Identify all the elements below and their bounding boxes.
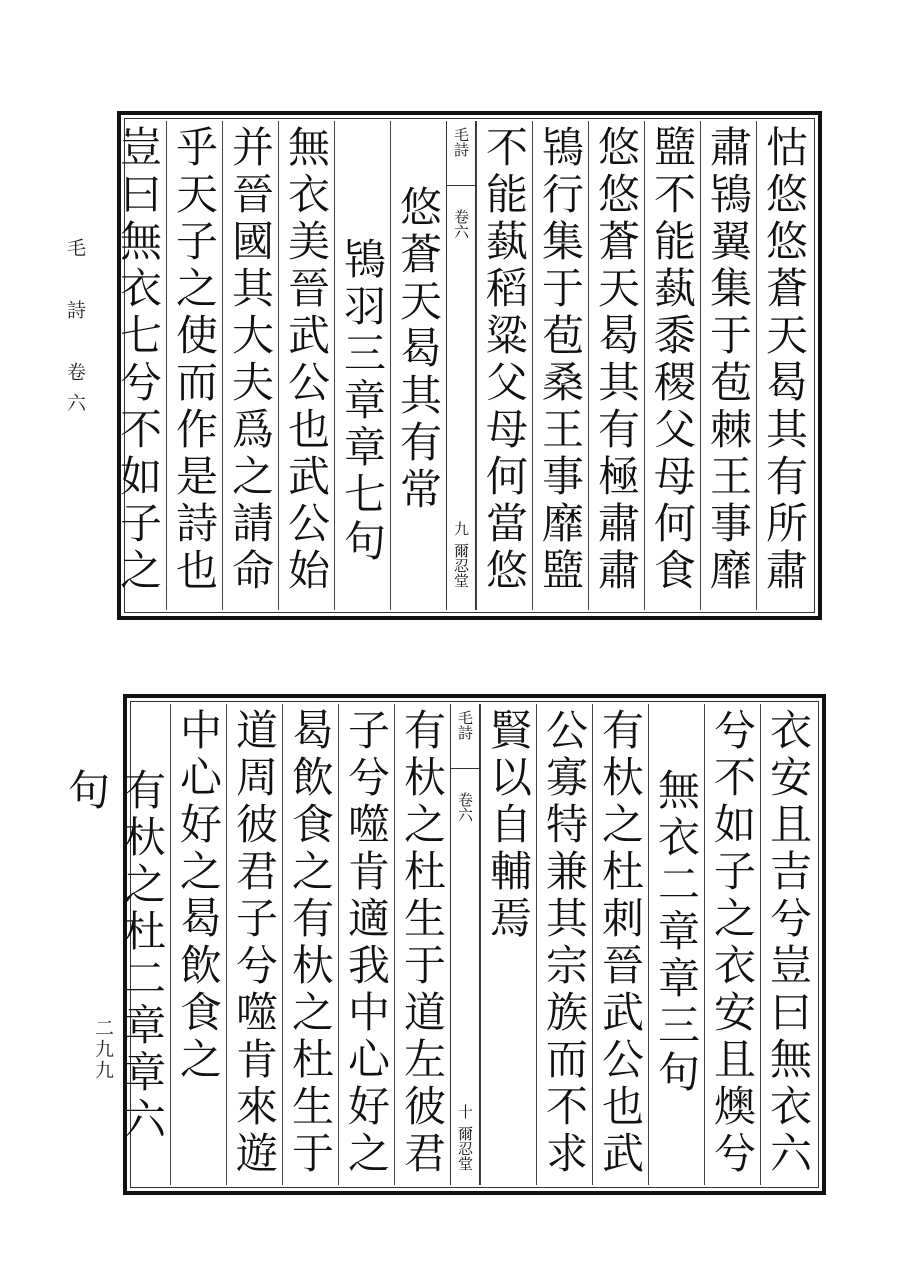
- text-column: 曷飲食之有杕之杜生于: [282, 704, 338, 1185]
- center-hall-name: 爾忍堂: [452, 543, 470, 588]
- center-leaf-number: 九: [452, 521, 470, 536]
- text-column: 無衣美晉武公也武公始: [278, 121, 334, 610]
- center-leaf-number: 十: [456, 1104, 474, 1119]
- text-column: 有杕之杜生于道左彼君: [394, 704, 450, 1185]
- top-leaf-columns: [114, 121, 812, 610]
- center-hall-name: 爾忍堂: [456, 1126, 474, 1171]
- text-column: 中心好之曷飲食之: [170, 704, 226, 1185]
- top-leaf: [114, 111, 822, 620]
- sidebar-page-number: 二九九: [92, 1018, 114, 1081]
- center-divider: [451, 768, 479, 769]
- text-column: 盬不能蓺黍稷父母何食: [644, 121, 700, 610]
- text-column: 道周彼君子兮噬肯來遊: [226, 704, 282, 1185]
- text-column: 公寡特兼其宗族而不求: [536, 704, 592, 1185]
- text-column: 子兮噬肯適我中心好之: [338, 704, 394, 1185]
- center-volume: 卷六: [456, 792, 474, 822]
- text-column: 鴇羽三章章七句: [334, 121, 390, 610]
- text-column: 兮不如子之衣安且燠兮: [704, 704, 760, 1185]
- text-column: 鴇行集于苞桑王事靡盬: [532, 121, 588, 610]
- text-column: 肅鴇翼集于苞棘王事靡: [700, 121, 756, 610]
- center-book-title: 毛詩: [456, 710, 474, 740]
- text-column: 悠悠蒼天曷其有極肅肅: [588, 121, 644, 610]
- sidebar-book-title: 毛 詩 卷六: [64, 238, 86, 424]
- text-column: 怙悠悠蒼天曷其有所肅: [756, 121, 812, 610]
- text-column: 衣安且吉兮豈曰無衣六: [760, 704, 816, 1185]
- text-column: 不能蓺稻粱父母何當悠: [476, 121, 532, 610]
- center-divider: [447, 185, 475, 186]
- text-column: 并晉國其大夫爲之請命: [222, 121, 278, 610]
- text-column: 豈曰無衣七兮不如子之: [114, 125, 163, 595]
- text-column: 賢以自輔焉: [480, 704, 536, 1185]
- text-column: 悠蒼天曷其有常: [390, 121, 446, 610]
- text-column: 無衣二章章三句: [648, 704, 704, 1185]
- top-leaf-center-strip: [446, 121, 476, 610]
- center-volume: 卷六: [452, 209, 470, 239]
- text-column: 有杕之杜刺晉武公也武: [592, 704, 648, 1185]
- text-column: 有杕之杜二章章六句: [62, 768, 167, 1144]
- center-book-title: 毛詩: [452, 127, 470, 157]
- text-column: 乎天子之使而作是詩也: [166, 121, 222, 610]
- bottom-leaf-center-strip: [450, 704, 480, 1185]
